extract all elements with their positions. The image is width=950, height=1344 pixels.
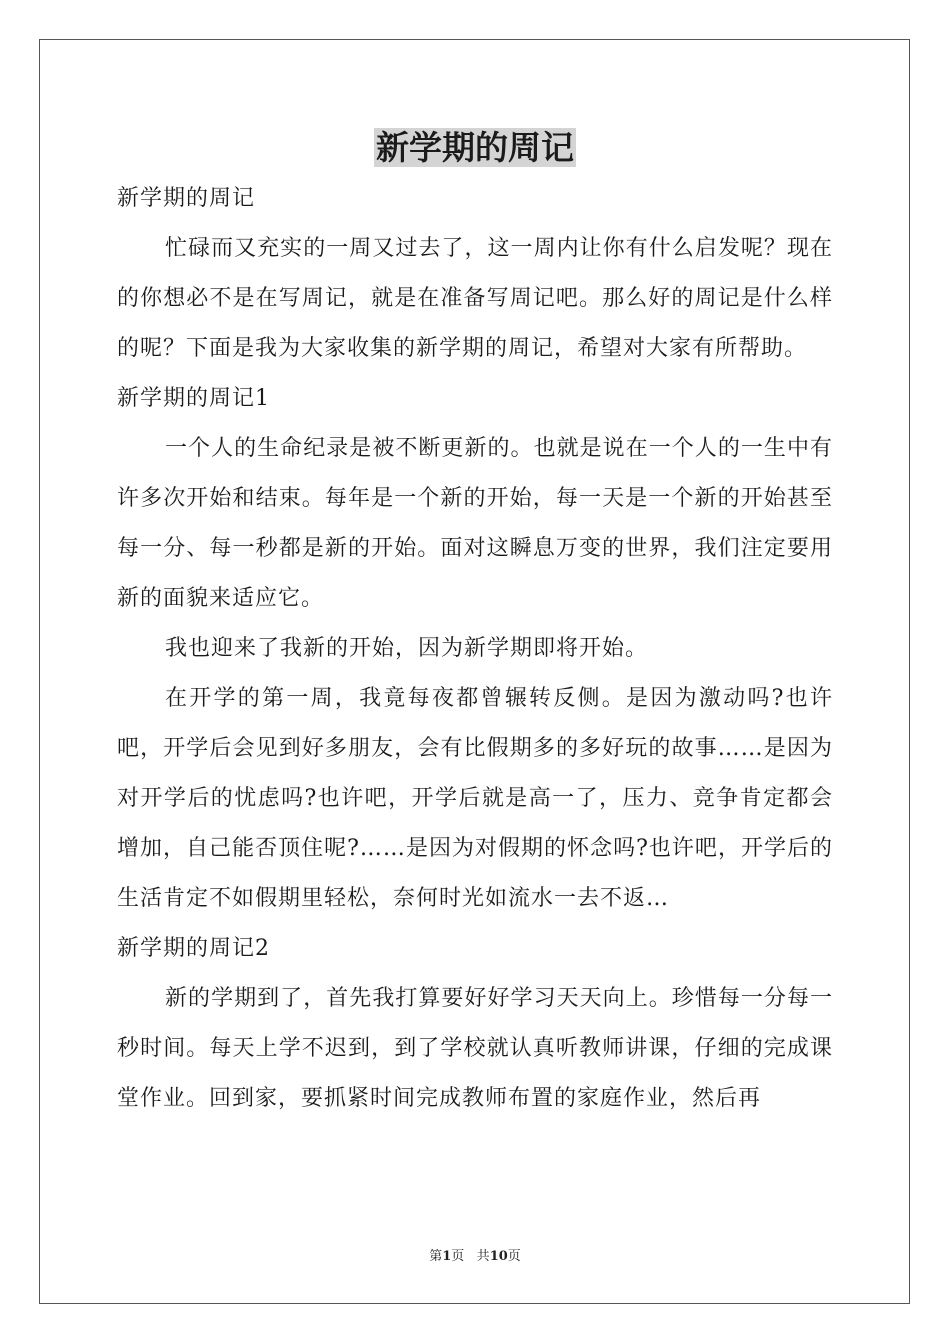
- footer-page-suffix: 页: [451, 1249, 465, 1264]
- total-page-count: 10: [489, 1249, 508, 1264]
- footer-prefix: 第: [429, 1249, 443, 1264]
- document-title-text: 新学期的周记: [376, 128, 574, 167]
- body-paragraph: 在开学的第一周，我竟每夜都曾辗转反侧。是因为激动吗?也许吧，开学后会见到好多朋友，会有比假期多的多好玩的故事……是因为对开学后的忧虑吗?也许吧，开学后就是高一了，压力、竞争肯定都会增加，自己能否顶住呢?……是因为对假期的怀念吗?也许吧，开学后的生活肯定不如假期里轻松，奈何时光如流水一去不返…: [117, 686, 833, 911]
- body-paragraph: 我也迎来了我新的开始，因为新学期即将开始。: [165, 636, 649, 661]
- footer-total-prefix: 共: [476, 1249, 490, 1264]
- section-heading: 新学期的周记2: [117, 936, 270, 961]
- section-heading: 新学期的周记: [117, 186, 256, 211]
- document-body: [117, 174, 833, 1124]
- page-footer: [0, 1248, 950, 1266]
- body-paragraph: 忙碌而又充实的一周又过去了，这一周内让你有什么启发呢？现在的你想必不是在写周记，就是在准备写周记吧。那么好的周记是什么样的呢？下面是我为大家收集的新学期的周记，希望对大家有所帮助。: [117, 236, 833, 361]
- body-paragraph: 一个人的生命纪录是被不断更新的。也就是说在一个人的一生中有许多次开始和结束。每年是一个新的开始，每一天是一个新的开始甚至每一分、每一秒都是新的开始。面对这瞬息万变的世界，我们注定要用新的面貌来适应它。: [117, 436, 833, 611]
- body-paragraph: 新的学期到了，首先我打算要好好学习天天向上。珍惜每一分每一秒时间。每天上学不迟到，到了学校就认真听教师讲课，仔细的完成课堂作业。回到家，要抓紧时间完成教师布置的家庭作业，然后再: [117, 986, 833, 1111]
- footer-total-suffix: 页: [507, 1249, 521, 1264]
- section-heading: 新学期的周记1: [117, 386, 270, 411]
- current-page-number: 1: [442, 1249, 452, 1264]
- document-title: [0, 124, 950, 172]
